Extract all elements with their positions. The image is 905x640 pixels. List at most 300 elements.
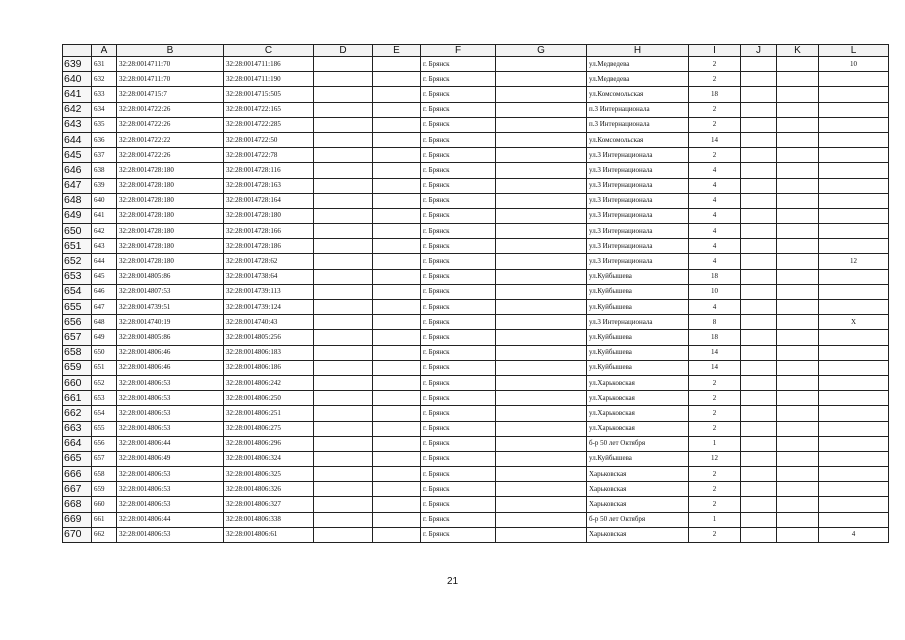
cell-c[interactable]: 32:28:0014806:251 xyxy=(224,406,314,421)
cell-i[interactable]: 2 xyxy=(689,497,741,512)
cell-g[interactable] xyxy=(496,467,587,482)
cell-f[interactable]: г. Брянск xyxy=(421,512,496,527)
cell-b[interactable]: 32:28:0014722:26 xyxy=(117,117,224,132)
cell-i[interactable]: 10 xyxy=(689,284,741,299)
cell-h[interactable]: ул.Медведева xyxy=(587,57,689,72)
row-header[interactable]: 669 xyxy=(63,512,92,527)
cell-c[interactable]: 32:28:0014728:116 xyxy=(224,163,314,178)
cell-h[interactable]: ул.Куйбышева xyxy=(587,269,689,284)
cell-f[interactable]: г. Брянск xyxy=(421,300,496,315)
cell-f[interactable]: г. Брянск xyxy=(421,375,496,390)
cell-e[interactable] xyxy=(373,300,421,315)
cell-l[interactable] xyxy=(819,467,889,482)
cell-i[interactable]: 2 xyxy=(689,421,741,436)
cell-j[interactable] xyxy=(741,284,777,299)
row-header[interactable]: 640 xyxy=(63,72,92,87)
cell-h[interactable]: ул.Харьковская xyxy=(587,375,689,390)
cell-g[interactable] xyxy=(496,512,587,527)
cell-k[interactable] xyxy=(777,482,819,497)
cell-g[interactable] xyxy=(496,87,587,102)
cell-c[interactable]: 32:28:0014806:250 xyxy=(224,391,314,406)
row-header[interactable]: 658 xyxy=(63,345,92,360)
cell-c[interactable]: 32:28:0014722:50 xyxy=(224,132,314,147)
cell-f[interactable]: г. Брянск xyxy=(421,284,496,299)
cell-i[interactable]: 2 xyxy=(689,482,741,497)
cell-e[interactable] xyxy=(373,436,421,451)
cell-d[interactable] xyxy=(314,224,373,239)
row-header[interactable]: 652 xyxy=(63,254,92,269)
cell-c[interactable]: 32:28:0014806:186 xyxy=(224,360,314,375)
cell-i[interactable]: 14 xyxy=(689,345,741,360)
cell-i[interactable]: 4 xyxy=(689,300,741,315)
cell-e[interactable] xyxy=(373,467,421,482)
cell-a[interactable]: 640 xyxy=(92,193,117,208)
cell-d[interactable] xyxy=(314,527,373,542)
cell-i[interactable]: 4 xyxy=(689,178,741,193)
cell-b[interactable]: 32:28:0014806:53 xyxy=(117,406,224,421)
cell-c[interactable]: 32:28:0014715:505 xyxy=(224,87,314,102)
cell-b[interactable]: 32:28:0014806:49 xyxy=(117,451,224,466)
row-header[interactable]: 646 xyxy=(63,163,92,178)
cell-k[interactable] xyxy=(777,193,819,208)
cell-h[interactable]: ул.3 Интернационала xyxy=(587,208,689,223)
cell-c[interactable]: 32:28:0014728:166 xyxy=(224,224,314,239)
cell-e[interactable] xyxy=(373,148,421,163)
cell-a[interactable]: 652 xyxy=(92,375,117,390)
cell-d[interactable] xyxy=(314,254,373,269)
cell-g[interactable] xyxy=(496,360,587,375)
cell-l[interactable] xyxy=(819,178,889,193)
cell-j[interactable] xyxy=(741,527,777,542)
cell-h[interactable]: Харьковская xyxy=(587,527,689,542)
cell-e[interactable] xyxy=(373,224,421,239)
cell-h[interactable]: ул.Куйбышева xyxy=(587,284,689,299)
cell-l[interactable] xyxy=(819,391,889,406)
cell-d[interactable] xyxy=(314,208,373,223)
cell-c[interactable]: 32:28:0014805:256 xyxy=(224,330,314,345)
cell-h[interactable]: п.3 Интернационала xyxy=(587,102,689,117)
cell-j[interactable] xyxy=(741,72,777,87)
cell-a[interactable]: 638 xyxy=(92,163,117,178)
cell-f[interactable]: г. Брянск xyxy=(421,527,496,542)
cell-j[interactable] xyxy=(741,451,777,466)
cell-b[interactable]: 32:28:0014806:53 xyxy=(117,467,224,482)
cell-l[interactable] xyxy=(819,208,889,223)
cell-g[interactable] xyxy=(496,224,587,239)
cell-l[interactable] xyxy=(819,375,889,390)
cell-k[interactable] xyxy=(777,345,819,360)
cell-j[interactable] xyxy=(741,360,777,375)
cell-d[interactable] xyxy=(314,497,373,512)
cell-a[interactable]: 662 xyxy=(92,527,117,542)
cell-a[interactable]: 658 xyxy=(92,467,117,482)
cell-k[interactable] xyxy=(777,178,819,193)
cell-c[interactable]: 32:28:0014806:325 xyxy=(224,467,314,482)
cell-k[interactable] xyxy=(777,117,819,132)
row-header[interactable]: 642 xyxy=(63,102,92,117)
cell-a[interactable]: 654 xyxy=(92,406,117,421)
cell-i[interactable]: 2 xyxy=(689,467,741,482)
cell-d[interactable] xyxy=(314,284,373,299)
cell-f[interactable]: г. Брянск xyxy=(421,360,496,375)
cell-e[interactable] xyxy=(373,163,421,178)
cell-d[interactable] xyxy=(314,482,373,497)
cell-l[interactable] xyxy=(819,360,889,375)
cell-j[interactable] xyxy=(741,406,777,421)
cell-g[interactable] xyxy=(496,345,587,360)
cell-h[interactable]: ул.Куйбышева xyxy=(587,345,689,360)
cell-a[interactable]: 661 xyxy=(92,512,117,527)
cell-b[interactable]: 32:28:0014739:51 xyxy=(117,300,224,315)
cell-j[interactable] xyxy=(741,467,777,482)
cell-f[interactable]: г. Брянск xyxy=(421,254,496,269)
cell-l[interactable] xyxy=(819,148,889,163)
cell-i[interactable]: 4 xyxy=(689,254,741,269)
cell-l[interactable] xyxy=(819,163,889,178)
cell-i[interactable]: 18 xyxy=(689,330,741,345)
column-header-j[interactable]: J xyxy=(741,45,777,57)
cell-a[interactable]: 632 xyxy=(92,72,117,87)
cell-d[interactable] xyxy=(314,406,373,421)
cell-f[interactable]: г. Брянск xyxy=(421,57,496,72)
cell-b[interactable]: 32:28:0014728:180 xyxy=(117,224,224,239)
cell-k[interactable] xyxy=(777,391,819,406)
cell-a[interactable]: 647 xyxy=(92,300,117,315)
cell-h[interactable]: ул.Харьковская xyxy=(587,421,689,436)
cell-k[interactable] xyxy=(777,315,819,330)
cell-i[interactable]: 4 xyxy=(689,239,741,254)
cell-f[interactable]: г. Брянск xyxy=(421,497,496,512)
cell-k[interactable] xyxy=(777,284,819,299)
cell-i[interactable]: 2 xyxy=(689,375,741,390)
cell-l[interactable]: 4 xyxy=(819,527,889,542)
cell-f[interactable]: г. Брянск xyxy=(421,451,496,466)
cell-k[interactable] xyxy=(777,72,819,87)
cell-e[interactable] xyxy=(373,527,421,542)
cell-d[interactable] xyxy=(314,72,373,87)
cell-a[interactable]: 651 xyxy=(92,360,117,375)
cell-e[interactable] xyxy=(373,482,421,497)
cell-c[interactable]: 32:28:0014806:275 xyxy=(224,421,314,436)
cell-h[interactable]: ул.Куйбышева xyxy=(587,300,689,315)
cell-k[interactable] xyxy=(777,87,819,102)
cell-l[interactable] xyxy=(819,224,889,239)
cell-h[interactable]: б-р 50 лет Октября xyxy=(587,512,689,527)
cell-h[interactable]: Харьковская xyxy=(587,497,689,512)
cell-d[interactable] xyxy=(314,512,373,527)
cell-d[interactable] xyxy=(314,148,373,163)
cell-i[interactable]: 2 xyxy=(689,117,741,132)
column-header-l[interactable]: L xyxy=(819,45,889,57)
column-header-c[interactable]: C xyxy=(224,45,314,57)
cell-d[interactable] xyxy=(314,178,373,193)
cell-e[interactable] xyxy=(373,208,421,223)
cell-a[interactable]: 645 xyxy=(92,269,117,284)
cell-j[interactable] xyxy=(741,330,777,345)
cell-a[interactable]: 631 xyxy=(92,57,117,72)
cell-f[interactable]: г. Брянск xyxy=(421,132,496,147)
cell-i[interactable]: 14 xyxy=(689,360,741,375)
column-header-i[interactable]: I xyxy=(689,45,741,57)
cell-b[interactable]: 32:28:0014728:180 xyxy=(117,208,224,223)
cell-h[interactable]: п.3 Интернационала xyxy=(587,117,689,132)
cell-g[interactable] xyxy=(496,239,587,254)
cell-e[interactable] xyxy=(373,391,421,406)
cell-e[interactable] xyxy=(373,375,421,390)
cell-a[interactable]: 633 xyxy=(92,87,117,102)
cell-l[interactable] xyxy=(819,512,889,527)
cell-e[interactable] xyxy=(373,57,421,72)
cell-e[interactable] xyxy=(373,87,421,102)
cell-k[interactable] xyxy=(777,57,819,72)
cell-g[interactable] xyxy=(496,421,587,436)
cell-e[interactable] xyxy=(373,102,421,117)
cell-f[interactable]: г. Брянск xyxy=(421,330,496,345)
row-header[interactable]: 647 xyxy=(63,178,92,193)
cell-l[interactable] xyxy=(819,406,889,421)
cell-e[interactable] xyxy=(373,512,421,527)
cell-f[interactable]: г. Брянск xyxy=(421,436,496,451)
cell-k[interactable] xyxy=(777,224,819,239)
cell-h[interactable]: ул.Харьковская xyxy=(587,391,689,406)
row-header[interactable]: 664 xyxy=(63,436,92,451)
cell-g[interactable] xyxy=(496,315,587,330)
cell-d[interactable] xyxy=(314,360,373,375)
cell-i[interactable]: 2 xyxy=(689,57,741,72)
cell-e[interactable] xyxy=(373,117,421,132)
cell-e[interactable] xyxy=(373,269,421,284)
cell-h[interactable]: Харьковская xyxy=(587,482,689,497)
cell-h[interactable]: ул.Куйбышева xyxy=(587,451,689,466)
cell-l[interactable] xyxy=(819,102,889,117)
cell-l[interactable] xyxy=(819,330,889,345)
cell-a[interactable]: 639 xyxy=(92,178,117,193)
cell-f[interactable]: г. Брянск xyxy=(421,467,496,482)
cell-g[interactable] xyxy=(496,254,587,269)
cell-l[interactable]: X xyxy=(819,315,889,330)
cell-j[interactable] xyxy=(741,375,777,390)
cell-g[interactable] xyxy=(496,497,587,512)
cell-i[interactable]: 2 xyxy=(689,148,741,163)
cell-a[interactable]: 643 xyxy=(92,239,117,254)
cell-g[interactable] xyxy=(496,208,587,223)
cell-l[interactable] xyxy=(819,345,889,360)
cell-j[interactable] xyxy=(741,102,777,117)
cell-k[interactable] xyxy=(777,512,819,527)
cell-k[interactable] xyxy=(777,360,819,375)
cell-a[interactable]: 646 xyxy=(92,284,117,299)
cell-c[interactable]: 32:28:0014711:190 xyxy=(224,72,314,87)
cell-b[interactable]: 32:28:0014806:46 xyxy=(117,345,224,360)
cell-h[interactable]: ул.3 Интернационала xyxy=(587,254,689,269)
cell-b[interactable]: 32:28:0014728:180 xyxy=(117,239,224,254)
cell-j[interactable] xyxy=(741,254,777,269)
column-header-h[interactable]: H xyxy=(587,45,689,57)
row-header[interactable]: 648 xyxy=(63,193,92,208)
cell-d[interactable] xyxy=(314,300,373,315)
row-header[interactable]: 665 xyxy=(63,451,92,466)
cell-c[interactable]: 32:28:0014728:180 xyxy=(224,208,314,223)
cell-f[interactable]: г. Брянск xyxy=(421,178,496,193)
column-header-e[interactable]: E xyxy=(373,45,421,57)
cell-e[interactable] xyxy=(373,239,421,254)
cell-d[interactable] xyxy=(314,315,373,330)
cell-b[interactable]: 32:28:0014806:53 xyxy=(117,482,224,497)
cell-f[interactable]: г. Брянск xyxy=(421,482,496,497)
cell-b[interactable]: 32:28:0014805:86 xyxy=(117,330,224,345)
cell-a[interactable]: 657 xyxy=(92,451,117,466)
row-header[interactable]: 651 xyxy=(63,239,92,254)
cell-l[interactable] xyxy=(819,300,889,315)
cell-k[interactable] xyxy=(777,269,819,284)
cell-j[interactable] xyxy=(741,300,777,315)
cell-h[interactable]: ул.Куйбышева xyxy=(587,360,689,375)
cell-b[interactable]: 32:28:0014722:26 xyxy=(117,102,224,117)
cell-h[interactable]: ул.Куйбышева xyxy=(587,330,689,345)
cell-f[interactable]: г. Брянск xyxy=(421,87,496,102)
cell-i[interactable]: 2 xyxy=(689,406,741,421)
cell-k[interactable] xyxy=(777,451,819,466)
cell-e[interactable] xyxy=(373,360,421,375)
cell-l[interactable] xyxy=(819,482,889,497)
cell-d[interactable] xyxy=(314,421,373,436)
cell-d[interactable] xyxy=(314,193,373,208)
cell-l[interactable] xyxy=(819,193,889,208)
cell-f[interactable]: г. Брянск xyxy=(421,148,496,163)
cell-l[interactable] xyxy=(819,72,889,87)
cell-d[interactable] xyxy=(314,451,373,466)
row-header[interactable]: 641 xyxy=(63,87,92,102)
column-header-k[interactable]: K xyxy=(777,45,819,57)
cell-h[interactable]: ул.Комсомольская xyxy=(587,132,689,147)
cell-k[interactable] xyxy=(777,467,819,482)
cell-e[interactable] xyxy=(373,72,421,87)
cell-l[interactable]: 12 xyxy=(819,254,889,269)
cell-h[interactable]: Харьковская xyxy=(587,467,689,482)
cell-c[interactable]: 32:28:0014739:124 xyxy=(224,300,314,315)
cell-b[interactable]: 32:28:0014722:22 xyxy=(117,132,224,147)
cell-d[interactable] xyxy=(314,345,373,360)
row-header[interactable]: 643 xyxy=(63,117,92,132)
cell-a[interactable]: 650 xyxy=(92,345,117,360)
cell-g[interactable] xyxy=(496,57,587,72)
cell-d[interactable] xyxy=(314,436,373,451)
cell-i[interactable]: 18 xyxy=(689,269,741,284)
cell-f[interactable]: г. Брянск xyxy=(421,117,496,132)
cell-i[interactable]: 1 xyxy=(689,512,741,527)
row-header[interactable]: 655 xyxy=(63,300,92,315)
cell-c[interactable]: 32:28:0014806:296 xyxy=(224,436,314,451)
cell-g[interactable] xyxy=(496,391,587,406)
cell-j[interactable] xyxy=(741,436,777,451)
cell-j[interactable] xyxy=(741,87,777,102)
cell-g[interactable] xyxy=(496,406,587,421)
cell-e[interactable] xyxy=(373,254,421,269)
cell-k[interactable] xyxy=(777,406,819,421)
row-header[interactable]: 650 xyxy=(63,224,92,239)
cell-i[interactable]: 12 xyxy=(689,451,741,466)
cell-a[interactable]: 653 xyxy=(92,391,117,406)
cell-c[interactable]: 32:28:0014739:113 xyxy=(224,284,314,299)
cell-k[interactable] xyxy=(777,239,819,254)
cell-k[interactable] xyxy=(777,330,819,345)
cell-k[interactable] xyxy=(777,527,819,542)
cell-f[interactable]: г. Брянск xyxy=(421,72,496,87)
cell-l[interactable] xyxy=(819,497,889,512)
row-header[interactable]: 657 xyxy=(63,330,92,345)
column-header-a[interactable]: A xyxy=(92,45,117,57)
cell-a[interactable]: 642 xyxy=(92,224,117,239)
cell-g[interactable] xyxy=(496,284,587,299)
row-header[interactable]: 639 xyxy=(63,57,92,72)
cell-d[interactable] xyxy=(314,375,373,390)
cell-e[interactable] xyxy=(373,451,421,466)
cell-g[interactable] xyxy=(496,117,587,132)
cell-h[interactable]: ул.3 Интернационала xyxy=(587,178,689,193)
cell-j[interactable] xyxy=(741,315,777,330)
cell-h[interactable]: ул.3 Интернационала xyxy=(587,239,689,254)
cell-k[interactable] xyxy=(777,254,819,269)
cell-l[interactable] xyxy=(819,436,889,451)
cell-a[interactable]: 660 xyxy=(92,497,117,512)
cell-g[interactable] xyxy=(496,527,587,542)
cell-e[interactable] xyxy=(373,406,421,421)
cell-d[interactable] xyxy=(314,57,373,72)
cell-k[interactable] xyxy=(777,208,819,223)
row-header[interactable]: 659 xyxy=(63,360,92,375)
cell-g[interactable] xyxy=(496,102,587,117)
cell-a[interactable]: 637 xyxy=(92,148,117,163)
cell-k[interactable] xyxy=(777,300,819,315)
cell-k[interactable] xyxy=(777,375,819,390)
cell-g[interactable] xyxy=(496,269,587,284)
cell-d[interactable] xyxy=(314,467,373,482)
cell-j[interactable] xyxy=(741,117,777,132)
cell-b[interactable]: 32:28:0014806:53 xyxy=(117,391,224,406)
cell-c[interactable]: 32:28:0014806:183 xyxy=(224,345,314,360)
cell-g[interactable] xyxy=(496,451,587,466)
cell-f[interactable]: г. Брянск xyxy=(421,269,496,284)
cell-j[interactable] xyxy=(741,57,777,72)
cell-l[interactable] xyxy=(819,239,889,254)
row-header[interactable]: 668 xyxy=(63,497,92,512)
cell-h[interactable]: ул.3 Интернационала xyxy=(587,224,689,239)
cell-b[interactable]: 32:28:0014805:86 xyxy=(117,269,224,284)
cell-h[interactable]: ул.3 Интернационала xyxy=(587,148,689,163)
cell-g[interactable] xyxy=(496,163,587,178)
cell-k[interactable] xyxy=(777,132,819,147)
cell-d[interactable] xyxy=(314,132,373,147)
cell-c[interactable]: 32:28:0014711:186 xyxy=(224,57,314,72)
cell-b[interactable]: 32:28:0014728:180 xyxy=(117,163,224,178)
cell-j[interactable] xyxy=(741,193,777,208)
cell-b[interactable]: 32:28:0014728:180 xyxy=(117,193,224,208)
cell-c[interactable]: 32:28:0014728:164 xyxy=(224,193,314,208)
cell-k[interactable] xyxy=(777,102,819,117)
cell-c[interactable]: 32:28:0014728:163 xyxy=(224,178,314,193)
cell-l[interactable] xyxy=(819,269,889,284)
row-header[interactable]: 662 xyxy=(63,406,92,421)
cell-a[interactable]: 641 xyxy=(92,208,117,223)
cell-i[interactable]: 1 xyxy=(689,436,741,451)
cell-c[interactable]: 32:28:0014806:242 xyxy=(224,375,314,390)
cell-h[interactable]: ул.3 Интернационала xyxy=(587,315,689,330)
cell-e[interactable] xyxy=(373,497,421,512)
cell-g[interactable] xyxy=(496,436,587,451)
cell-j[interactable] xyxy=(741,239,777,254)
cell-b[interactable]: 32:28:0014711:70 xyxy=(117,57,224,72)
cell-a[interactable]: 634 xyxy=(92,102,117,117)
